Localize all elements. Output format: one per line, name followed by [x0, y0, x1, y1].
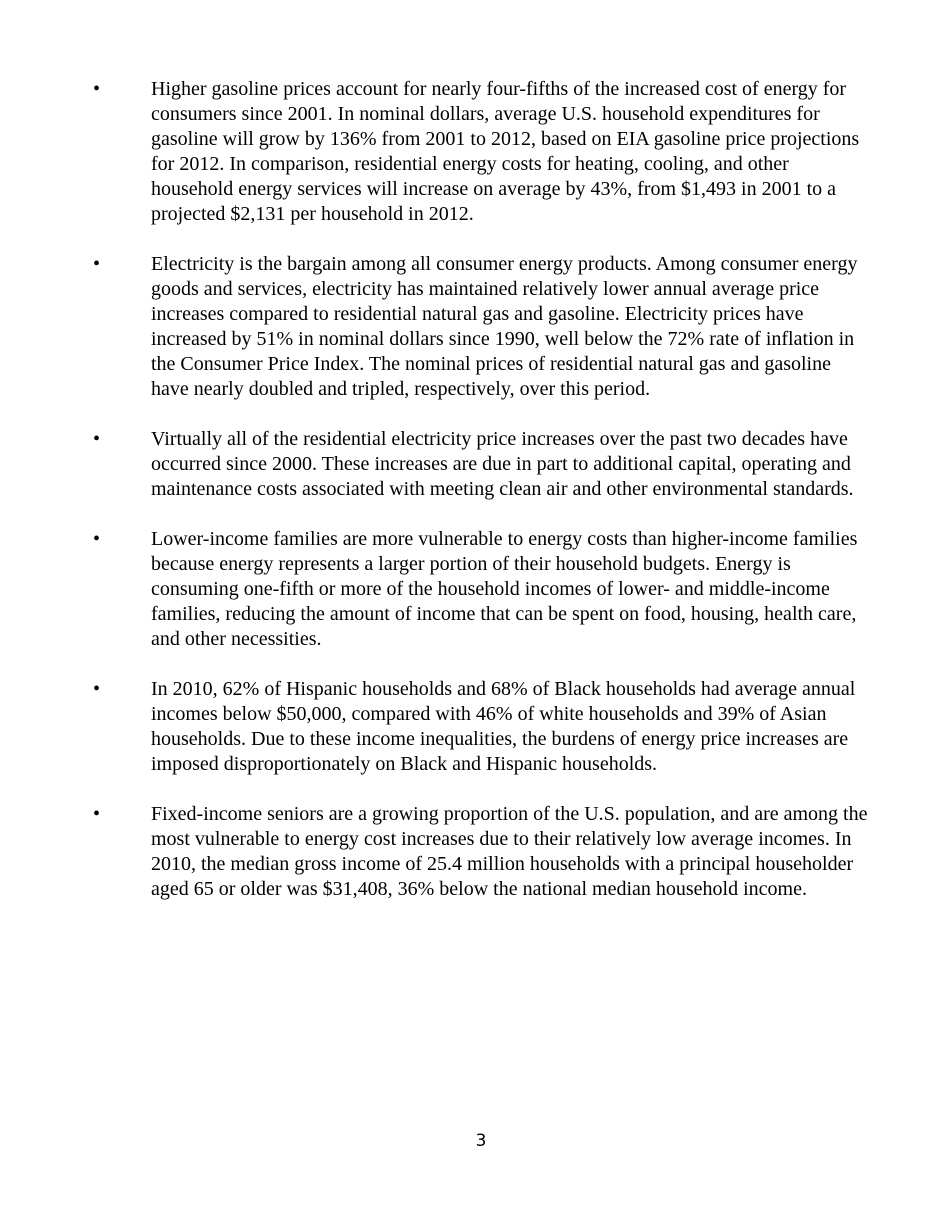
bullet-text: Virtually all of the residential electricity price increases over the past two decades have occurred since 2000. These increases are due in part to additional capital, operating and maintenance costs associated with meeting clean air and other environmental standards.	[151, 428, 854, 500]
page-number: 3	[475, 1131, 487, 1151]
bullet-marker: •	[93, 678, 101, 700]
bullet-item-fixed-income-seniors	[93, 802, 873, 902]
bullet-text: Electricity is the bargain among all consumer energy products. Among consumer energy goods and services, electricity has maintained relatively lower annual average price increases compared to residential natural gas and gasoline. Electricity prices have increased by 51% in nominal dollars since 1990, well below the 72% rate of inflation in the Consumer Price Index. The nominal prices of residential natural gas and gasoline have nearly doubled and tripled, respectively, over this period.	[151, 253, 858, 400]
bullet-marker: •	[93, 803, 101, 825]
bullet-text: Fixed-income seniors are a growing proportion of the U.S. population, and are among the most vulnerable to energy cost increases due to their relatively low average incomes. In 2010, the median gross income of 25.4 million households with a principal householder aged 65 or older was $31,408, 36% below the national median household income.	[151, 803, 868, 900]
bullet-text: In 2010, 62% of Hispanic households and 68% of Black households had average annual incomes below $50,000, compared with 46% of white households and 39% of Asian households. Due to these income inequalities, the burdens of energy price increases are imposed disproportionately on Black and Hispanic households.	[151, 678, 856, 775]
bullet-marker: •	[93, 428, 101, 450]
bullet-item-income-inequalities	[93, 677, 873, 777]
bullet-item-gasoline-prices	[93, 77, 873, 227]
bullet-text: Lower-income families are more vulnerable to energy costs than higher-income families because energy represents a larger portion of their household budgets. Energy is consuming one-fifth or more of the household incomes of lower- and middle-income families, reducing the amount of income that can be spent on food, housing, health care, and other necessities.	[151, 528, 858, 650]
bullet-item-electricity-bargain	[93, 252, 873, 402]
bullet-marker: •	[93, 78, 101, 100]
bullet-text: Higher gasoline prices account for nearly four-fifths of the increased cost of energy for consumers since 2001. In nominal dollars, average U.S. household expenditures for gasoline will grow by 136% from 2001 to 2012, based on EIA gasoline price projections for 2012. In comparison, residential energy costs for heating, cooling, and other household energy services will increase on average by 43%, from $1,493 in 2001 to a projected $2,131 per household in 2012.	[151, 78, 860, 225]
bullet-item-lower-income-families	[93, 527, 873, 652]
bullet-marker: •	[93, 253, 101, 275]
bullet-marker: •	[93, 528, 101, 550]
bullet-item-price-increases-since-2000	[93, 427, 873, 502]
bullet-list	[93, 77, 873, 927]
